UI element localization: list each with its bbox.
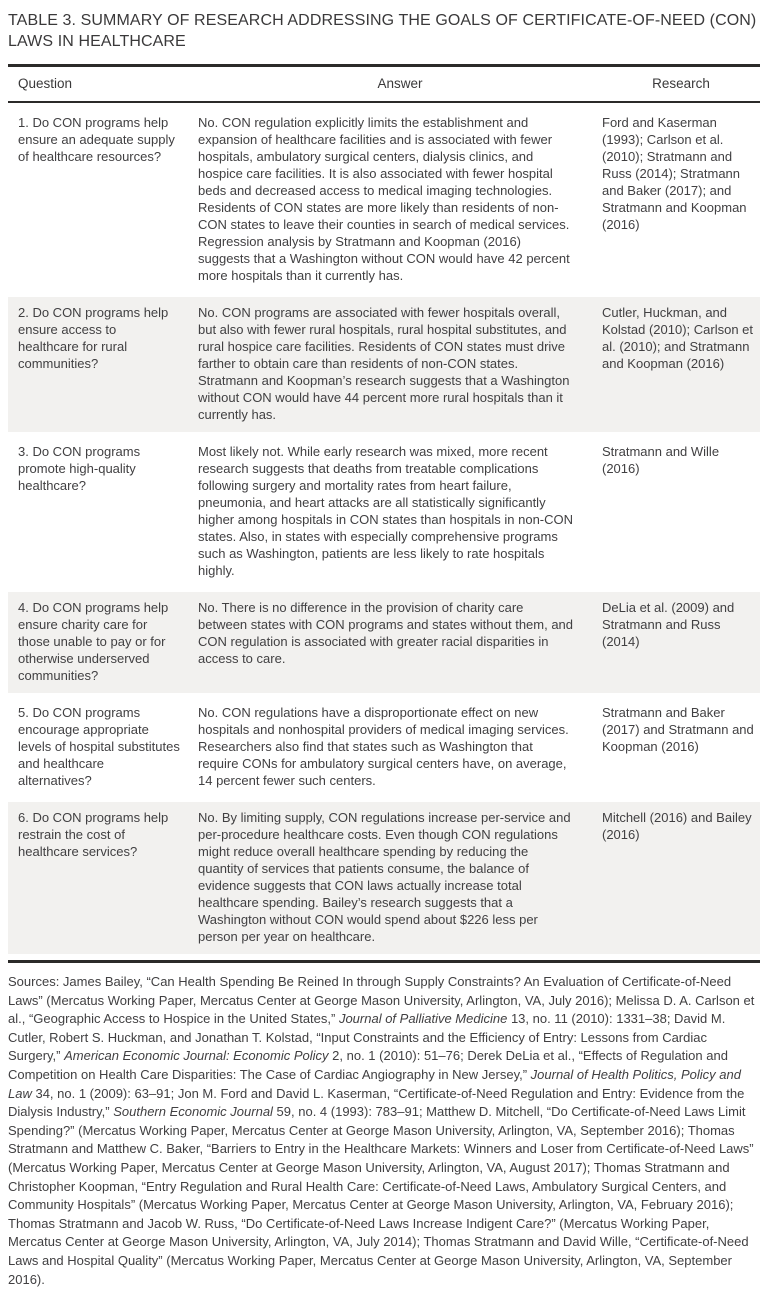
table-body bbox=[8, 107, 760, 954]
header-row bbox=[8, 64, 760, 103]
cell-question: 5. Do CON programs encourage appropriate levels of hospital substitutes and healthcare alternatives? bbox=[18, 705, 180, 788]
source-segment: 59, no. 4 (1993): 783–91; Matthew D. Mitchell, “Do Certificate-of-Need Laws Limit Spending?” (Mercatus Working Paper, Mercatus Center at George Mason University, Arlington, VA, September 2016); Thomas Stratmann and Matthew C. Baker, “Barriers to Entry in the Healthcare Markets: Winners and Loser from Certificate-of-Need Laws” (Mercatus Working Paper, Mercatus Center at George Mason University, Arlington, VA, August 2017); Thomas Stratmann and Christopher Koopman, “Entry Regulation and Rural Health Care: Certificate-of-Need Laws, Ambulatory Surgical Centers, and Community Hospitals” (Mercatus Working Paper, Mercatus Center at George Mason University, Arlington, VA, February 2016); Thomas Stratmann and Jacob W. Russ, “Do Certificate-of-Need Laws Increase Indigent Care?” (Mercatus Working Paper, Mercatus Center at George Mason University, Arlington, VA, July 2014); Thomas Stratmann and David Wille, “Certificate-of-Need Laws and Hospital Quality” (Mercatus Working Paper, Mercatus Center at George Mason University, Arlington, VA, September 2016). bbox=[8, 1104, 754, 1287]
cell-answer: No. CON programs are associated with fewer hospitals overall, but also with fewer rural hospitals, rural hospital substitutes, and rural hospice care facilities. Residents of CON states must drive farther to obtain care than residents of non-CON states. Stratmann and Koopman’s research suggests that a Washington without CON would have 44 percent more rural hospitals than it currently has. bbox=[198, 297, 602, 432]
summary-table bbox=[8, 60, 760, 958]
table-row bbox=[8, 592, 760, 693]
table-header bbox=[8, 64, 760, 103]
source-journal-name: Southern Economic Journal bbox=[113, 1104, 273, 1120]
source-segment: 2, no. 1 (2010): 51–76; Derek DeLia et al., “Effects of Regulation and Competition on Health Care Disparities: The Case of Cardiac Angiography in New Jersey,” bbox=[8, 1048, 728, 1082]
cell-answer: No. There is no difference in the provision of charity care between states with CON programs and states without them, and CON regulation is associated with greater racial disparities in access to care. bbox=[198, 592, 602, 693]
table-row bbox=[8, 297, 760, 432]
cell-question: 2. Do CON programs help ensure access to healthcare for rural communities? bbox=[8, 297, 198, 432]
cell-answer: Most likely not. While early research was mixed, more recent research suggests that deaths from treatable complications following surgery and mortality rates from heart failure, pneumonia, and heart attacks are all statistically significantly higher among hospitals in CON states than hospitals in non-CON states. Also, in states with especially comprehensive programs such as Washington, patients are less likely to rate hospitals highly. bbox=[198, 444, 574, 578]
table-row bbox=[8, 436, 760, 588]
cell-research: Stratmann and Wille (2016) bbox=[602, 444, 720, 476]
cell-question: 3. Do CON programs promote high-quality healthcare? bbox=[18, 444, 141, 493]
cell-research: Stratmann and Baker (2017) and Stratmann and Koopman (2016) bbox=[602, 705, 754, 754]
table-row bbox=[8, 697, 760, 798]
table-row bbox=[8, 802, 760, 954]
cell-answer: No. CON regulations have a disproportionate effect on new hospitals and nonhospital providers of medical imaging services. Researchers also find that states such as Washington that require CONs for ambulatory surgical centers have, on average, 14 percent fewer such centers. bbox=[198, 705, 569, 788]
cell-answer: No. CON regulation explicitly limits the establishment and expansion of healthcare facilities and is associated with fewer hospitals, ambulatory surgical centers, dialysis clinics, and hospice care facilities. It is also associated with fewer hospital beds and decreased access to medical imaging technologies. Residents of CON states are more likely than residents of non-CON states to leave their counties in search of medical services. Regression analysis by Stratmann and Koopman (2016) suggests that a Washington without CON would have 42 percent more hospitals than it currently has. bbox=[198, 115, 570, 283]
cell-research: Ford and Kaserman (1993); Carlson et al. (2010); Stratmann and Russ (2014); Stratmann and Baker (2017); and Stratmann and Koopman (2016) bbox=[602, 115, 747, 232]
cell-question: 1. Do CON programs help ensure an adequate supply of healthcare resources? bbox=[18, 115, 175, 164]
sources-text bbox=[8, 973, 760, 1289]
table-title: TABLE 3. SUMMARY OF RESEARCH ADDRESSING THE GOALS OF CERTIFICATE-OF-NEED (CON) LAWS IN HEALTHCARE bbox=[8, 12, 757, 50]
source-segment: Sources: James Bailey, “Can Health Spending Be Reined In through Supply Constraints? An Evaluation of Certificate-of-Need Laws” (Mercatus Working Paper, Mercatus Center at George Mason University, Arlington, VA, July 2016); Melissa D. A. Carlson et al., “Geographic Access to Hospice in the United States,” bbox=[8, 974, 755, 1027]
cell-research: DeLia et al. (2009) and Stratmann and Russ (2014) bbox=[602, 592, 760, 693]
cell-answer: No. By limiting supply, CON regulations increase per-service and per-procedure healthcare costs. Even though CON regulations might reduce overall healthcare spending by reducing the quantity of services that patients consume, the balance of evidence suggests that CON laws actually increase total healthcare spending. Bailey’s research suggests that a Washington without CON would spend about $226 less per person per year on healthcare. bbox=[198, 802, 602, 954]
source-journal-name: Journal of Health Politics, Policy and Law bbox=[8, 1066, 741, 1101]
source-journal-name: Journal of Palliative Medicine bbox=[338, 1011, 508, 1027]
cell-question: 4. Do CON programs help ensure charity care for those unable to pay or for otherwise underserved communities? bbox=[8, 592, 198, 693]
header-question: Question bbox=[8, 64, 198, 103]
cell-research: Cutler, Huckman, and Kolstad (2010); Carlson et al. (2010); and Stratmann and Koopman (2016) bbox=[602, 297, 760, 432]
cell-question: 6. Do CON programs help restrain the cost of healthcare services? bbox=[8, 802, 198, 954]
table-row bbox=[8, 107, 760, 293]
header-answer: Answer bbox=[198, 64, 602, 103]
source-journal-name: American Economic Journal: Economic Policy bbox=[64, 1048, 329, 1064]
source-segment: 34, no. 1 (2009): 63–91; Jon M. Ford and David L. Kaserman, “Certificate-of-Need Regulation and Entry: Evidence from the Dialysis Industry,” bbox=[8, 1085, 745, 1120]
table-bottom-rule bbox=[8, 960, 760, 963]
header-research: Research bbox=[602, 64, 760, 103]
source-segment: 13, no. 11 (2010): 1331–38; David M. Cutler, Robert S. Huckman, and Jonathan T. Kolstad, “Input Constraints and the Efficiency of Entry: Lessons from Cardiac Surgery,” bbox=[8, 1011, 726, 1064]
cell-research: Mitchell (2016) and Bailey (2016) bbox=[602, 802, 760, 954]
